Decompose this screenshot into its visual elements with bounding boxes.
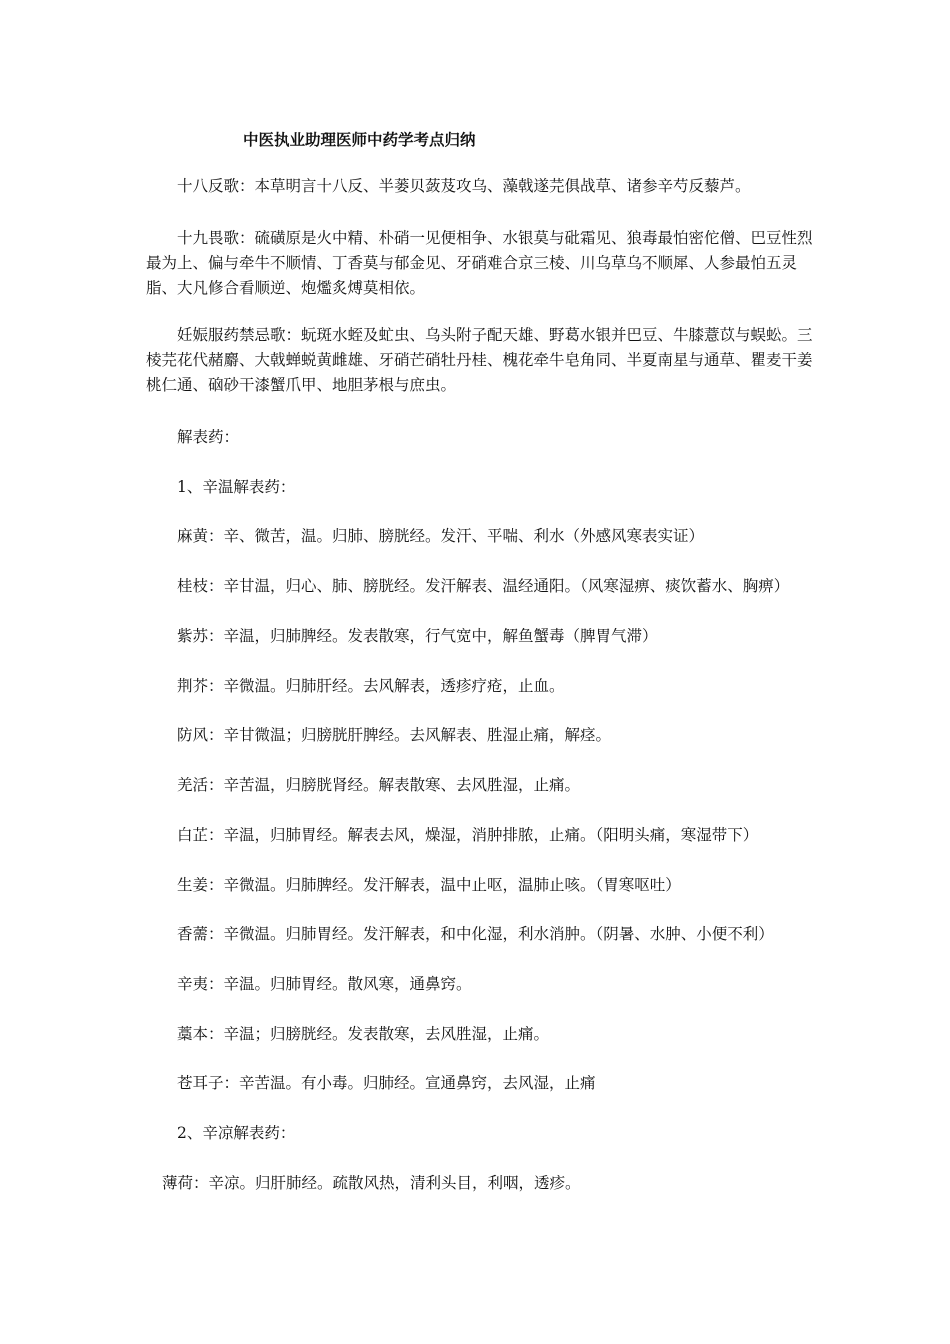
herb-entry: 麻黄：辛、微苦，温。归肺、膀胱经。发汗、平喘、利水（外感风寒表实证） bbox=[177, 527, 705, 545]
section-heading-exterior-releasing: 解表药： bbox=[177, 428, 240, 446]
herb-entry: 辛夷：辛温。归肺胃经。散风寒，通鼻窍。 bbox=[177, 975, 472, 993]
subsection-heading-cool-acrid: 2、辛凉解表药： bbox=[177, 1124, 296, 1142]
paragraph-nineteen-antagonisms: 十九畏歌：硫磺原是火中精、朴硝一见便相争、水银莫与砒霜见、狼毒最怕密佗僧、巴豆性烈最为上、偏与牵牛不顺情、丁香莫与郁金见、牙硝难合京三棱、川乌草乌不顺犀、人参最怕五灵脂、大凡修合看顺逆、炮爁炙煿莫相依。 bbox=[146, 229, 813, 297]
herb-entry: 苍耳子：辛苦温。有小毒。归肺经。宣通鼻窍，去风湿，止痛 bbox=[177, 1074, 596, 1092]
herb-entry: 桂枝：辛甘温，归心、肺、膀胱经。发汗解表、温经通阳。（风寒湿痹、痰饮蓄水、胸痹） bbox=[177, 577, 790, 595]
herb-entry: 防风：辛甘微温；归膀胱肝脾经。去风解表、胜湿止痛，解痉。 bbox=[177, 726, 612, 744]
herb-entry: 薄荷：辛凉。归肝肺经。疏散风热，清利头目，利咽，透疹。 bbox=[162, 1174, 581, 1192]
herb-entry: 白芷：辛温，归肺胃经。解表去风，燥湿，消肿排脓，止痛。（阳明头痛，寒湿带下） bbox=[177, 826, 759, 844]
herb-entry: 生姜：辛微温。归肺脾经。发汗解表，温中止呕，温肺止咳。（胃寒呕吐） bbox=[177, 876, 681, 894]
herb-entry: 香薷：辛微温。归肺胃经。发汗解表，和中化湿，利水消肿。（阴暑、水肿、小便不利） bbox=[177, 925, 774, 943]
herb-entry: 藁本：辛温；归膀胱经。发表散寒，去风胜湿，止痛。 bbox=[177, 1025, 550, 1043]
paragraph-eighteen-incompatibilities: 十八反歌：本草明言十八反、半蒌贝蔹芨攻乌、藻戟遂芫俱战草、诸参辛芍反藜芦。 bbox=[177, 177, 751, 195]
herb-entry: 荆芥：辛微温。归肺肝经。去风解表，透疹疗疮，止血。 bbox=[177, 677, 565, 695]
paragraph-pregnancy-contraindications: 妊娠服药禁忌歌：蚖斑水蛭及虻虫、乌头附子配天雄、野葛水银并巴豆、牛膝薏苡与蜈蚣。三棱芫花代赭麝、大戟蝉蜕黄雌雄、牙硝芒硝牡丹桂、槐花牵牛皂角同、半夏南星与通草、瞿麦干姜桃仁通、硇砂干漆蟹爪甲、地胆茅根与庶虫。 bbox=[146, 326, 813, 394]
herb-entry: 紫苏：辛温，归肺脾经。发表散寒，行气宽中，解鱼蟹毒（脾胃气滞） bbox=[177, 627, 658, 645]
herb-entry: 羌活：辛苦温，归膀胱肾经。解表散寒、去风胜湿，止痛。 bbox=[177, 776, 581, 794]
document-title: 中医执业助理医师中药学考点归纳 bbox=[243, 130, 476, 149]
subsection-heading-warm-acrid: 1、辛温解表药： bbox=[177, 478, 296, 496]
